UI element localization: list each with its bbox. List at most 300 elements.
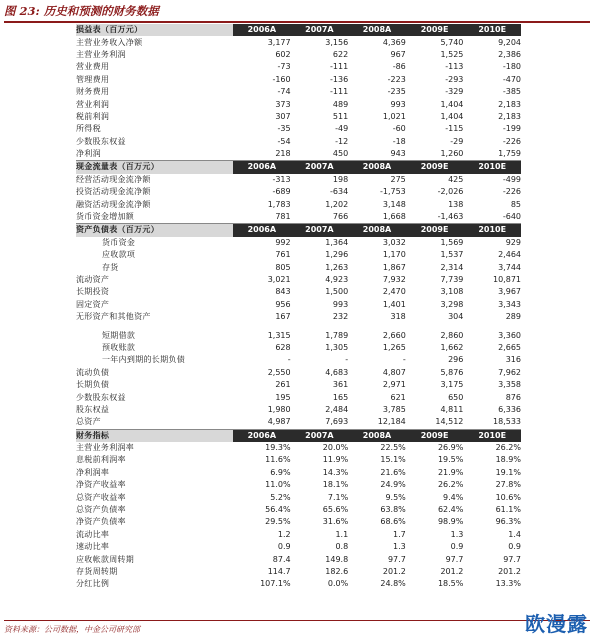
value-cell: -73 bbox=[277, 62, 291, 72]
row-label: 净利润 bbox=[76, 149, 101, 159]
value-cell: 261 bbox=[275, 380, 291, 390]
value-cell: 9,204 bbox=[498, 37, 521, 47]
figure-title: 图 23: 历史和预测的财务数据 bbox=[4, 4, 159, 18]
value-cell: 12,184 bbox=[377, 417, 406, 427]
value-cell: 450 bbox=[332, 149, 349, 159]
value-cell: 3,021 bbox=[267, 275, 291, 284]
value-cell: 5.2% bbox=[270, 492, 291, 502]
table-row bbox=[76, 367, 521, 379]
row-label: 营业费用 bbox=[76, 62, 110, 72]
value-cell: 18.5% bbox=[437, 579, 464, 589]
table-row bbox=[76, 61, 521, 73]
value-cell: 19.3% bbox=[265, 443, 291, 453]
value-cell: 1,783 bbox=[267, 199, 291, 209]
value-cell: -60 bbox=[392, 124, 406, 134]
table-row bbox=[76, 274, 521, 286]
row-label: 股东权益 bbox=[76, 404, 110, 414]
value-cell: 3,108 bbox=[440, 287, 464, 297]
value-cell: 138 bbox=[448, 199, 464, 209]
value-cell: 167 bbox=[275, 312, 291, 322]
value-cell: -329 bbox=[445, 87, 464, 97]
year-header-cell: 2009E bbox=[406, 429, 464, 442]
value-cell: -470 bbox=[502, 74, 521, 84]
value-cell: 876 bbox=[505, 392, 521, 402]
table-row bbox=[76, 299, 521, 311]
row-label: 流动负债 bbox=[76, 367, 110, 377]
table-row bbox=[76, 174, 521, 186]
value-cell: 19.5% bbox=[437, 455, 464, 465]
table-row bbox=[76, 123, 521, 135]
value-cell: 198 bbox=[332, 174, 349, 184]
value-cell: 195 bbox=[275, 392, 291, 402]
source-note: 资料来源：公司数据，中金公司研究部 bbox=[4, 625, 140, 634]
value-cell: 373 bbox=[275, 99, 291, 109]
year-header-cell: 2010E bbox=[463, 161, 521, 174]
row-label: 总资产负债率 bbox=[76, 505, 126, 515]
table-row bbox=[76, 198, 521, 210]
year-header-cell: 2009E bbox=[406, 224, 464, 237]
value-cell: 7,739 bbox=[440, 275, 464, 284]
value-cell: 1,260 bbox=[440, 149, 464, 159]
value-cell: 1,296 bbox=[325, 250, 349, 260]
value-cell: 165 bbox=[332, 392, 349, 402]
value-cell: 26.9% bbox=[437, 443, 464, 453]
value-cell: 14,512 bbox=[435, 417, 464, 427]
value-cell: 11.6% bbox=[265, 455, 291, 465]
table-row bbox=[76, 516, 521, 528]
value-cell: -293 bbox=[445, 74, 464, 84]
row-label: 息税前利润率 bbox=[76, 455, 126, 465]
value-cell: 0.9 bbox=[508, 542, 521, 552]
value-cell: 13.3% bbox=[495, 579, 521, 589]
row-label: 少数股东权益 bbox=[76, 136, 126, 146]
row-label: 融资活动现金流净额 bbox=[76, 199, 151, 209]
year-header-cell: 2007A bbox=[291, 161, 349, 174]
value-cell: 6,336 bbox=[498, 404, 521, 414]
value-cell: 15.1% bbox=[380, 455, 406, 465]
value-cell: 0.9 bbox=[450, 542, 464, 552]
value-cell: 27.8% bbox=[495, 480, 521, 490]
value-cell: 7,962 bbox=[498, 367, 521, 377]
value-cell: 97.7 bbox=[445, 554, 464, 564]
value-cell: -640 bbox=[502, 212, 521, 222]
table-row bbox=[76, 578, 521, 590]
table-row bbox=[76, 541, 521, 553]
value-cell: 14.3% bbox=[322, 467, 349, 477]
row-label: 存货 bbox=[102, 262, 119, 272]
row-label: 营业利润 bbox=[76, 99, 110, 109]
value-cell: 18.1% bbox=[322, 480, 349, 490]
value-cell: -111 bbox=[330, 87, 349, 97]
value-cell: 5,740 bbox=[440, 37, 464, 47]
value-cell: 1,789 bbox=[325, 330, 349, 340]
table-row bbox=[76, 311, 521, 323]
table-row bbox=[76, 186, 521, 198]
value-cell: 992 bbox=[275, 237, 291, 247]
value-cell: 318 bbox=[390, 312, 406, 322]
value-cell: 1.3 bbox=[450, 529, 464, 539]
value-cell: 65.6% bbox=[322, 505, 349, 515]
value-cell: 1,668 bbox=[382, 212, 406, 222]
row-label: 税前利润 bbox=[76, 111, 110, 121]
value-cell: 1.3 bbox=[393, 542, 406, 552]
value-cell: 10,871 bbox=[493, 275, 521, 284]
row-label: 净资产收益率 bbox=[76, 480, 126, 490]
value-cell: 1,021 bbox=[382, 111, 406, 121]
value-cell: 107.1% bbox=[260, 579, 291, 589]
row-label: 总资产收益率 bbox=[76, 492, 126, 502]
value-cell: 26.2% bbox=[495, 443, 521, 453]
table-row bbox=[76, 74, 521, 86]
value-cell: 621 bbox=[390, 392, 406, 402]
row-label: 净资产负债率 bbox=[76, 517, 126, 527]
row-label: 管理费用 bbox=[76, 74, 110, 84]
value-cell: 2,470 bbox=[382, 287, 406, 297]
row-label: 投资活动现金流净额 bbox=[76, 187, 151, 197]
value-cell: 1,202 bbox=[325, 199, 349, 209]
year-header-cell: 2010E bbox=[463, 224, 521, 237]
value-cell: 7.1% bbox=[327, 492, 349, 502]
value-cell: -313 bbox=[272, 174, 291, 184]
table-row bbox=[76, 416, 521, 429]
value-cell: 929 bbox=[505, 237, 521, 247]
value-cell: 275 bbox=[390, 174, 406, 184]
section-header-label: 损益表（百万元） bbox=[76, 24, 233, 36]
value-cell: 1,315 bbox=[267, 330, 291, 340]
table-row bbox=[76, 148, 521, 161]
value-cell: 11.0% bbox=[265, 480, 291, 490]
value-cell: 18.9% bbox=[495, 455, 521, 465]
table-row bbox=[76, 479, 521, 491]
value-cell: 2,464 bbox=[498, 250, 521, 260]
value-cell: 201.2 bbox=[440, 566, 464, 576]
value-cell: 149.8 bbox=[325, 554, 349, 564]
section-header-label: 资产负债表（百万元） bbox=[76, 224, 233, 237]
row-label: 长期负债 bbox=[76, 380, 110, 390]
value-cell: -199 bbox=[502, 124, 521, 134]
value-cell: 1,569 bbox=[440, 237, 464, 247]
value-cell: 2,860 bbox=[440, 330, 464, 340]
value-cell: 3,967 bbox=[498, 287, 521, 297]
value-cell: -35 bbox=[277, 124, 291, 134]
row-label: 速动比率 bbox=[76, 542, 110, 552]
value-cell: 1,404 bbox=[440, 99, 464, 109]
value-cell: 1.1 bbox=[335, 529, 349, 539]
value-cell: - bbox=[402, 355, 406, 365]
value-cell: 1,401 bbox=[382, 299, 406, 309]
table-row bbox=[76, 404, 521, 416]
year-header-cell: 2007A bbox=[291, 429, 349, 442]
value-cell: 3,175 bbox=[440, 380, 464, 390]
value-cell: 1.7 bbox=[393, 529, 406, 539]
table-row bbox=[76, 261, 521, 273]
value-cell: -54 bbox=[277, 136, 291, 146]
row-label: 流动资产 bbox=[76, 275, 110, 284]
value-cell: 18,533 bbox=[493, 417, 521, 427]
year-header-cell: 2008A bbox=[348, 24, 406, 36]
value-cell: 29.5% bbox=[265, 517, 291, 527]
value-cell: 5,876 bbox=[440, 367, 464, 377]
value-cell: 3,156 bbox=[325, 37, 349, 47]
value-cell: -111 bbox=[330, 62, 349, 72]
row-label: 经营活动现金流净额 bbox=[76, 174, 151, 184]
value-cell: -49 bbox=[335, 124, 349, 134]
table-row bbox=[76, 354, 521, 366]
value-cell: 3,360 bbox=[498, 330, 521, 340]
value-cell: 1,170 bbox=[382, 250, 406, 260]
value-cell: 3,298 bbox=[440, 299, 464, 309]
value-cell: 114.7 bbox=[267, 566, 291, 576]
value-cell: 68.6% bbox=[380, 517, 406, 527]
table-row bbox=[76, 504, 521, 516]
value-cell: 628 bbox=[275, 342, 291, 352]
year-header-cell: 2010E bbox=[463, 429, 521, 442]
title-rule bbox=[4, 21, 590, 23]
value-cell: 781 bbox=[275, 212, 291, 222]
value-cell: 9.5% bbox=[385, 492, 406, 502]
value-cell: 1.4 bbox=[508, 529, 521, 539]
year-header-cell: 2008A bbox=[348, 224, 406, 237]
table-row bbox=[76, 98, 521, 110]
value-cell: -1,753 bbox=[379, 187, 406, 197]
value-cell: 97.7 bbox=[503, 554, 521, 564]
year-header-cell: 2006A bbox=[233, 429, 291, 442]
value-cell: 650 bbox=[448, 392, 464, 402]
value-cell: 4,987 bbox=[267, 417, 291, 427]
table-row bbox=[76, 529, 521, 541]
row-label: 财务费用 bbox=[76, 87, 110, 97]
value-cell: 56.4% bbox=[265, 505, 291, 515]
value-cell: 97.7 bbox=[387, 554, 406, 564]
value-cell: 96.3% bbox=[495, 517, 521, 527]
value-cell: -235 bbox=[387, 87, 406, 97]
value-cell: -689 bbox=[272, 187, 291, 197]
value-cell: 4,923 bbox=[325, 275, 349, 284]
value-cell: 4,369 bbox=[382, 37, 406, 47]
year-header-cell: 2009E bbox=[406, 161, 464, 174]
value-cell: 1,500 bbox=[325, 287, 349, 297]
value-cell: 20.0% bbox=[322, 443, 349, 453]
value-cell: 602 bbox=[275, 49, 291, 59]
value-cell: 218 bbox=[275, 149, 291, 159]
value-cell: 489 bbox=[332, 99, 349, 109]
year-header-cell: 2006A bbox=[233, 161, 291, 174]
value-cell: 1.2 bbox=[277, 529, 291, 539]
table-row bbox=[76, 237, 521, 249]
value-cell: 24.8% bbox=[380, 579, 406, 589]
value-cell: -499 bbox=[502, 174, 521, 184]
value-cell: 63.8% bbox=[380, 505, 406, 515]
row-label: 所得税 bbox=[76, 124, 101, 134]
value-cell: 2,183 bbox=[498, 99, 521, 109]
table-row bbox=[76, 211, 521, 224]
value-cell: 201.2 bbox=[498, 566, 521, 576]
value-cell: 1,265 bbox=[382, 342, 406, 352]
value-cell: 61.1% bbox=[495, 505, 521, 515]
value-cell: -2,026 bbox=[437, 187, 464, 197]
value-cell: 2,386 bbox=[498, 49, 521, 59]
value-cell: 2,484 bbox=[325, 404, 349, 414]
value-cell: 805 bbox=[275, 262, 291, 272]
value-cell: -634 bbox=[330, 187, 349, 197]
value-cell: 511 bbox=[332, 111, 349, 121]
value-cell: 22.5% bbox=[380, 443, 406, 453]
value-cell: -226 bbox=[502, 187, 521, 197]
value-cell: 3,148 bbox=[382, 199, 406, 209]
value-cell: 10.6% bbox=[495, 492, 521, 502]
row-label: 主营业务利润率 bbox=[76, 443, 135, 453]
table-row bbox=[76, 491, 521, 503]
value-cell: 182.6 bbox=[325, 566, 349, 576]
value-cell: 3,744 bbox=[498, 262, 521, 272]
value-cell: 98.9% bbox=[437, 517, 464, 527]
value-cell: 6.9% bbox=[270, 467, 291, 477]
value-cell: 425 bbox=[448, 174, 464, 184]
value-cell: 87.4 bbox=[272, 554, 291, 564]
value-cell: 1,364 bbox=[325, 237, 349, 247]
bottom-rule bbox=[4, 620, 590, 621]
year-header-cell: 2006A bbox=[233, 224, 291, 237]
value-cell: 307 bbox=[275, 111, 291, 121]
value-cell: 1,980 bbox=[267, 404, 291, 414]
table-row bbox=[76, 454, 521, 466]
value-cell: 232 bbox=[332, 312, 349, 322]
row-label: 存货周转期 bbox=[76, 566, 118, 576]
value-cell: 761 bbox=[275, 250, 291, 260]
table-row bbox=[76, 49, 521, 61]
table-row bbox=[76, 136, 521, 148]
value-cell: 9.4% bbox=[443, 492, 464, 502]
value-cell: 26.2% bbox=[437, 480, 464, 490]
value-cell: -18 bbox=[392, 136, 406, 146]
value-cell: 0.0% bbox=[327, 579, 349, 589]
value-cell: 7,693 bbox=[325, 417, 349, 427]
row-label: 长期投资 bbox=[76, 287, 110, 297]
row-label: 无形资产和其他资产 bbox=[76, 312, 151, 322]
value-cell: 843 bbox=[275, 287, 291, 297]
section-header-label: 现金流量表（百万元） bbox=[76, 161, 233, 174]
row-label: 主营业务利润 bbox=[76, 49, 126, 59]
table-row bbox=[76, 391, 521, 403]
watermark: 欧漫露 bbox=[525, 612, 588, 636]
value-cell: 31.6% bbox=[322, 517, 349, 527]
table-row bbox=[76, 467, 521, 479]
row-label: 净利润率 bbox=[76, 467, 110, 477]
table-row bbox=[76, 111, 521, 123]
row-label: 货币资金增加额 bbox=[76, 212, 135, 222]
value-cell: 1,537 bbox=[440, 250, 464, 260]
value-cell: -74 bbox=[277, 87, 291, 97]
row-label: 预收账款 bbox=[102, 342, 136, 352]
table-row bbox=[76, 553, 521, 565]
value-cell: 1,263 bbox=[325, 262, 349, 272]
value-cell: 316 bbox=[505, 355, 521, 365]
table-row bbox=[76, 36, 521, 48]
value-cell: -86 bbox=[392, 62, 406, 72]
table-row bbox=[76, 249, 521, 261]
value-cell: 201.2 bbox=[382, 566, 406, 576]
value-cell: 296 bbox=[448, 355, 464, 365]
value-cell: 1,662 bbox=[440, 342, 464, 352]
table-row bbox=[76, 286, 521, 298]
section-header-row bbox=[76, 24, 521, 36]
value-cell: 4,811 bbox=[440, 404, 464, 414]
row-label: 应收帐款周转期 bbox=[76, 554, 135, 564]
row-label: 总资产 bbox=[76, 417, 101, 427]
value-cell: 3,785 bbox=[382, 404, 406, 414]
value-cell: 1,867 bbox=[382, 262, 406, 272]
value-cell: 622 bbox=[332, 49, 349, 59]
value-cell: -115 bbox=[445, 124, 464, 134]
value-cell: 21.6% bbox=[380, 467, 406, 477]
year-header-cell: 2010E bbox=[463, 24, 521, 36]
value-cell: 0.8 bbox=[335, 542, 349, 552]
value-cell: 1,759 bbox=[498, 149, 521, 159]
year-header-cell: 2008A bbox=[348, 161, 406, 174]
row-label: 短期借款 bbox=[102, 330, 136, 340]
table-row bbox=[76, 86, 521, 98]
year-header-cell: 2006A bbox=[233, 24, 291, 36]
value-cell: -385 bbox=[502, 87, 521, 97]
value-cell: 2,971 bbox=[382, 380, 406, 390]
row-label: 应收款项 bbox=[102, 250, 136, 260]
value-cell: 956 bbox=[275, 299, 291, 309]
value-cell: 3,358 bbox=[498, 380, 521, 390]
value-cell: 21.9% bbox=[437, 467, 464, 477]
value-cell: 62.4% bbox=[437, 505, 464, 515]
value-cell: 967 bbox=[390, 49, 406, 59]
section-header-row bbox=[76, 429, 521, 442]
value-cell: 2,183 bbox=[498, 111, 521, 121]
table-row bbox=[76, 442, 521, 454]
value-cell: 993 bbox=[332, 299, 349, 309]
value-cell: 11.9% bbox=[322, 455, 349, 465]
section-header-row bbox=[76, 224, 521, 237]
row-label: 固定资产 bbox=[76, 299, 110, 309]
value-cell: - bbox=[345, 355, 349, 365]
value-cell: 2,660 bbox=[382, 330, 406, 340]
value-cell: 85 bbox=[510, 199, 521, 209]
year-header-cell: 2007A bbox=[291, 224, 349, 237]
value-cell: 0.9 bbox=[277, 542, 291, 552]
table-row bbox=[76, 566, 521, 578]
value-cell: -226 bbox=[502, 136, 521, 146]
row-label: 少数股东权益 bbox=[76, 392, 126, 402]
value-cell: 3,343 bbox=[498, 299, 521, 309]
year-header-cell: 2007A bbox=[291, 24, 349, 36]
value-cell: -12 bbox=[335, 136, 349, 146]
value-cell: 3,177 bbox=[267, 37, 291, 47]
year-header-cell: 2009E bbox=[406, 24, 464, 36]
value-cell: 943 bbox=[390, 149, 406, 159]
value-cell: - bbox=[287, 355, 291, 365]
value-cell: -160 bbox=[272, 74, 291, 84]
value-cell: 1,525 bbox=[440, 49, 464, 59]
value-cell: 2,550 bbox=[267, 367, 291, 377]
value-cell: -223 bbox=[387, 74, 406, 84]
row-label: 一年内到期的长期负债 bbox=[102, 355, 185, 365]
value-cell: 4,807 bbox=[382, 367, 406, 377]
value-cell: 304 bbox=[448, 312, 464, 322]
value-cell: 19.1% bbox=[495, 467, 521, 477]
value-cell: -29 bbox=[450, 136, 464, 146]
value-cell: -180 bbox=[502, 62, 521, 72]
section-header-label: 财务指标 bbox=[76, 429, 233, 442]
value-cell: 3,032 bbox=[382, 237, 406, 247]
table-row bbox=[76, 379, 521, 391]
value-cell: 766 bbox=[332, 212, 349, 222]
value-cell: 7,932 bbox=[382, 275, 406, 284]
